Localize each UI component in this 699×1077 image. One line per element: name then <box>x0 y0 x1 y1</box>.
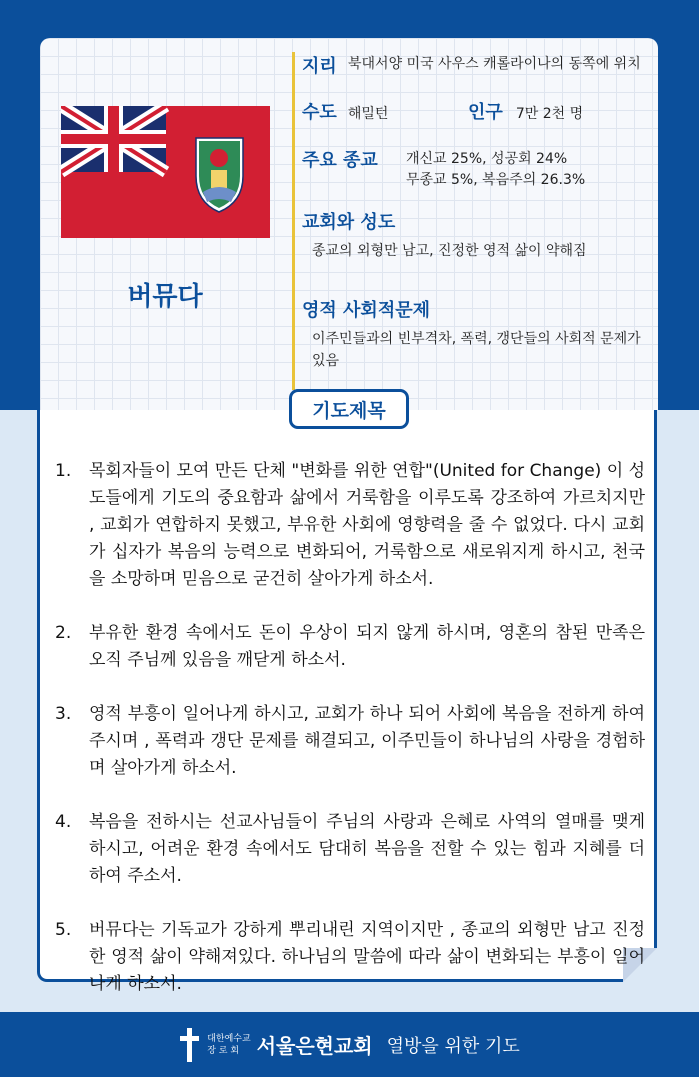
footer <box>0 1012 699 1077</box>
religion-values <box>406 146 585 191</box>
social-issue-value: 이주민들과의 빈부격차, 폭력, 갱단들의 사회적 문제가 있음 <box>312 331 641 369</box>
prayer-item <box>55 917 645 998</box>
country-name: 버뮤다 <box>127 282 203 312</box>
church-row <box>302 208 587 260</box>
capital-label: 수도 <box>302 102 337 123</box>
geography-row <box>302 52 652 78</box>
religion-label: 주요 종교 <box>302 150 378 171</box>
prayer-item <box>55 701 645 782</box>
religion-line-2: 무종교 5%, 복음주의 26.3% <box>406 172 586 188</box>
prayer-list <box>55 458 645 998</box>
prayer-item-text: 버뮤다는 기독교가 강하게 뿌리내린 지역이지만 , 종교의 외형만 남고 진정한 영적 삶이 약해져있다. 하나님의 말씀에 따라 삶이 변화되는 부흥이 일어나게 하소서. <box>89 920 645 994</box>
denomination-line-2: 장 로 회 <box>207 1045 240 1056</box>
social-issue-label: 영적 사회적문제 <box>302 300 430 321</box>
prayer-item-text: 영적 부흥이 일어나게 하시고, 교회가 하나 되어 사회에 복음을 전하게 하여 주시며 , 폭력과 갱단 문제를 해결되고, 이주민들이 하나님의 사랑을 경험하며 살아가게 하소서. <box>89 704 645 778</box>
gold-divider <box>292 52 295 390</box>
capital-row <box>302 98 388 124</box>
prayer-item <box>55 458 645 593</box>
church-name: 서울은현교회 <box>256 1034 373 1058</box>
church-value: 종교의 외형만 남고, 진정한 영적 삶이 약해짐 <box>312 243 587 259</box>
cross-icon <box>179 1028 199 1062</box>
population-value: 7만 2천 명 <box>515 106 584 122</box>
capital-value: 해밀턴 <box>347 106 389 122</box>
prayer-item-number: 1. <box>55 461 72 481</box>
denomination-line-1: 대한예수교 <box>207 1033 251 1044</box>
geography-value: 북대서양 미국 사우스 캐롤라이나의 동쪽에 위치 <box>348 56 641 72</box>
population-label: 인구 <box>468 102 503 123</box>
flag-graphic <box>61 106 270 238</box>
social-issue-row <box>302 296 652 372</box>
prayer-item <box>55 809 645 890</box>
prayer-title: 기도제목 <box>289 389 409 429</box>
prayer-item-number: 3. <box>55 704 72 724</box>
prayer-item-number: 2. <box>55 623 72 643</box>
bermuda-flag-icon <box>61 106 270 238</box>
country-info-card <box>40 38 658 410</box>
geography-label: 지리 <box>302 56 337 77</box>
religion-row <box>302 146 585 191</box>
prayer-item-text: 목회자들이 모여 만든 단체 "변화를 위한 연합"(United for Change) 이 성도들에게 기도의 중요함과 삶에서 거룩함을 이루도록 강조하여 가르치지만 , 교회가 연합하지 못했고, 부유한 사회에 영향력을 줄 수 없었다. 다시 교회가 십자가 복음의 능력으로 변화되어, 거룩함으로 새로워지게 하시고, 천국을 소망하며 믿음으로 굳건히 살아가게 하소서. <box>89 461 645 589</box>
prayer-item-number: 5. <box>55 920 72 940</box>
footer-subtitle: 열방을 위한 기도 <box>386 1035 520 1057</box>
denomination-label <box>207 1033 250 1057</box>
religion-line-1: 개신교 25%, 성공회 24% <box>406 151 568 167</box>
population-row <box>468 98 583 124</box>
prayer-item-text: 부유한 환경 속에서도 돈이 우상이 되지 않게 하시며, 영혼의 참된 만족은 오직 주님께 있음을 깨닫게 하소서. <box>89 623 645 670</box>
prayer-item <box>55 620 645 674</box>
church-label: 교회와 성도 <box>302 212 396 233</box>
prayer-item-text: 복음을 전하시는 선교사님들이 주님의 사랑과 은혜로 사역의 열매를 맺게 하시고, 어려운 환경 속에서도 담대히 복음을 전할 수 있는 힘과 지혜를 더하여 주소서. <box>89 812 645 886</box>
prayer-item-number: 4. <box>55 812 72 832</box>
